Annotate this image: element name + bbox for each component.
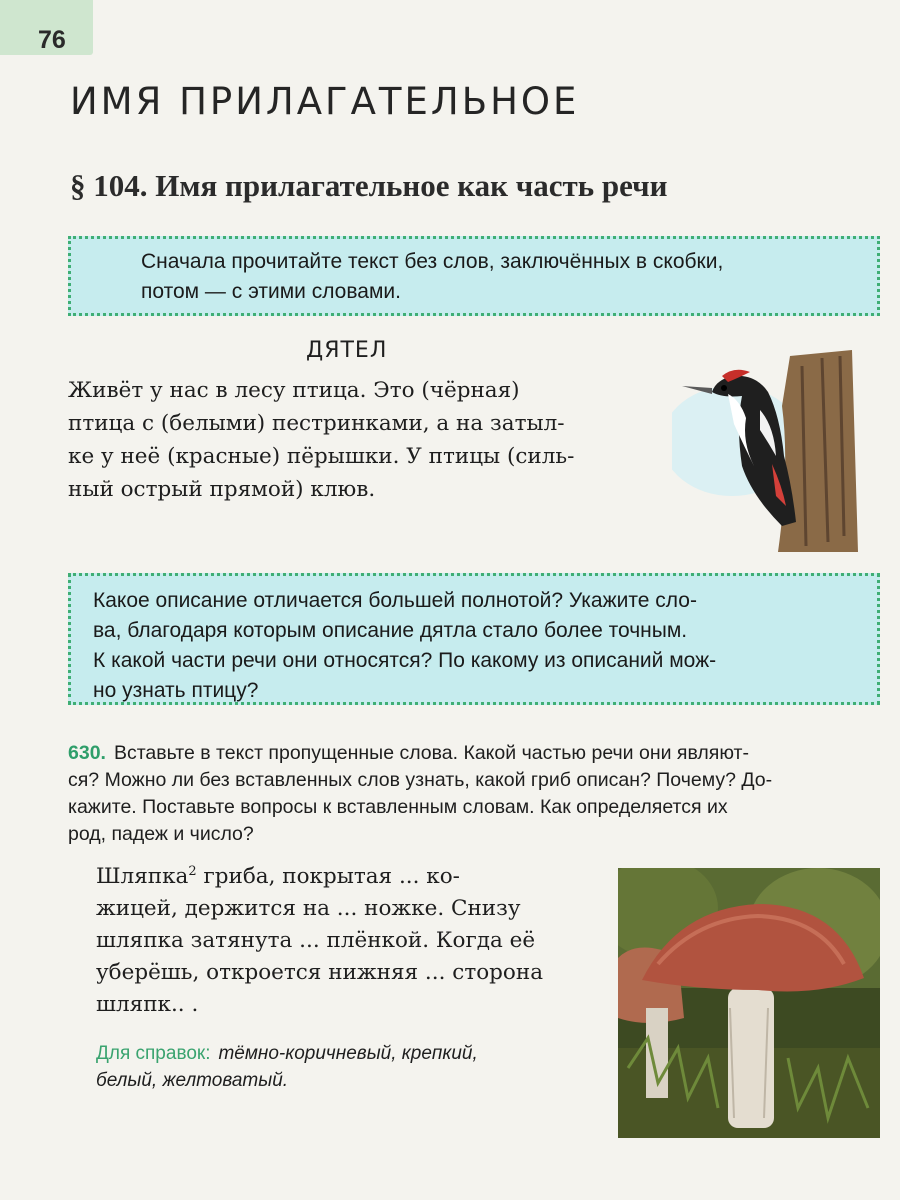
exercise-text: Вставьте в текст пропущенные слова. Какой частью речи они являют- <box>113 742 749 764</box>
exercise-number: 630. <box>68 742 106 764</box>
reference-label: Для справок: <box>96 1043 211 1064</box>
exercise-line: ся? Можно ли без вставленных слов узнать, какой гриб описан? Почему? До- <box>68 769 773 791</box>
footnote-mark: 2 <box>188 864 197 879</box>
mushroom-line: уберёшь, откроется нижняя ... сторона <box>96 960 544 986</box>
mushroom-word: Шляпка <box>96 864 189 890</box>
mushroom-line-1 <box>96 856 596 893</box>
woodpecker-illustration <box>672 346 884 552</box>
mushroom-text <box>96 856 596 1021</box>
section-title: § 104. Имя прилагательное как часть речи <box>70 168 668 203</box>
reference-words: тёмно-коричневый, крепкий, <box>218 1043 478 1064</box>
story-title: ДЯТЕЛ <box>306 338 388 363</box>
exercise-line: кажите. Поставьте вопросы к вставленным словам. Как определяется их <box>68 796 728 818</box>
story-line: птица с (белыми) пестринками, а на затыл- <box>68 411 565 436</box>
reference-note <box>96 1040 596 1094</box>
instruction-line: Сначала прочитайте текст без слов, заключённых в скобки, <box>141 250 724 273</box>
question-box <box>68 573 880 705</box>
story-text <box>68 374 648 506</box>
question-line: Какое описание отличается большей полнотой? Укажите сло- <box>93 589 697 612</box>
mushroom-line: шляпк.. . <box>96 992 199 1018</box>
instruction-box <box>68 236 880 316</box>
page-number: 76 <box>38 26 66 54</box>
story-line: ный острый прямой) клюв. <box>68 477 376 502</box>
story-line: ке у неё (красные) пёрышки. У птицы (силь- <box>68 444 575 469</box>
mushroom-photo <box>618 868 880 1138</box>
reference-line-1 <box>96 1040 596 1067</box>
exercise-line-1 <box>68 740 880 767</box>
exercise-630 <box>68 740 880 848</box>
mushroom-line: шляпка затянута ... плёнкой. Когда её <box>96 928 536 954</box>
mushroom-line: жицей, держится на ... ножке. Снизу <box>96 896 521 922</box>
question-line: но узнать птицу? <box>93 679 259 702</box>
question-line: ва, благодаря которым описание дятла стало более точным. <box>93 619 688 642</box>
question-line: К какой части речи они относятся? По какому из описаний мож- <box>93 649 717 672</box>
exercise-line: род, падеж и число? <box>68 823 254 845</box>
story-line: Живёт у нас в лесу птица. Это (чёрная) <box>68 378 520 403</box>
chapter-title: ИМЯ ПРИЛАГАТЕЛЬНОЕ <box>70 80 580 123</box>
mushroom-line-rest: гриба, покрытая ... ко- <box>196 864 460 890</box>
instruction-line: потом — с этими словами. <box>141 280 401 303</box>
reference-line-2: белый, желтоватый. <box>96 1070 289 1091</box>
